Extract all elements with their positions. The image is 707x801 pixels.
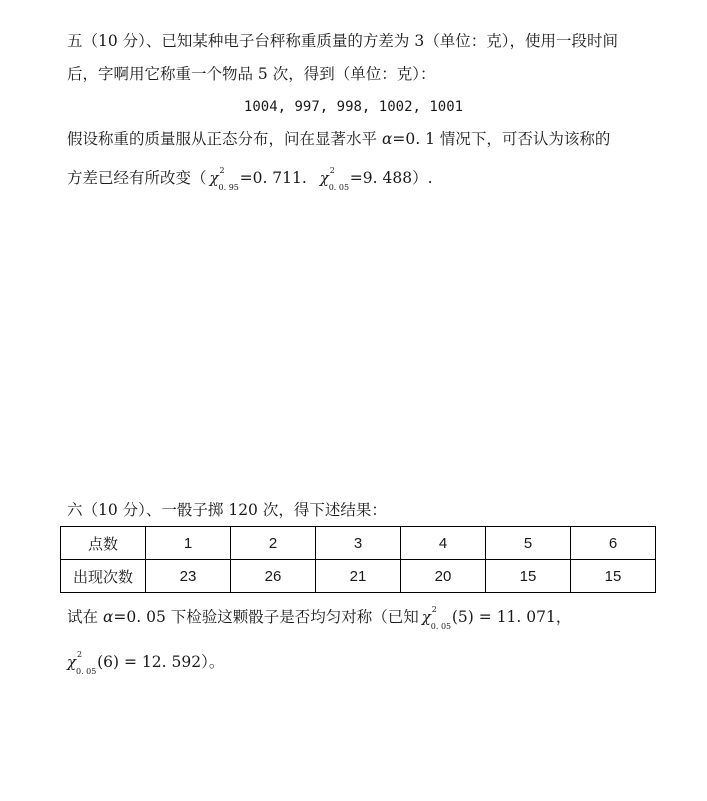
table-cell: 15 — [571, 560, 656, 593]
problem5-line1: 五（10 分）、已知某种电子台秤称重质量的方差为 3（单位：克），使用一段时间 — [67, 32, 618, 50]
problem5-line4 — [67, 166, 433, 192]
problem6-line1: 六（10 分）、一骰子掷 120 次，得下述结果： — [67, 501, 387, 519]
table-cell: 23 — [146, 560, 231, 593]
chi-square-005-value: =9. 488）. — [349, 169, 433, 187]
dice-results-table — [60, 526, 656, 593]
chi-square-df5-arg: (5) — [451, 608, 474, 626]
problem5-line3-post: =0. 1 情况下，可否认为该称的 — [392, 130, 611, 148]
chi-square-005-df5: χ 2 0. 05 — [421, 605, 452, 631]
table-row-label: 出现次数 — [61, 560, 146, 593]
table-cell: 21 — [316, 560, 401, 593]
problem5-line2: 后，字啊用它称重一个物品 5 次，得到（单位：克）： — [67, 65, 436, 83]
table-cell: 2 — [231, 527, 316, 560]
table-cell: 3 — [316, 527, 401, 560]
table-row-header — [61, 527, 656, 560]
alpha-symbol: α — [381, 130, 393, 148]
chi-square-005-df6: χ 2 0. 05 — [67, 650, 97, 676]
table-header-label: 点数 — [61, 527, 146, 560]
problem5-line3 — [67, 129, 610, 149]
alpha-symbol: α — [102, 608, 114, 626]
chi-square-df6-value: = 12. 592）。 — [124, 653, 225, 671]
table-row-counts — [61, 560, 656, 593]
table-cell: 26 — [231, 560, 316, 593]
problem5-data: 1004, 997, 998, 1002, 1001 — [243, 99, 464, 115]
chi-square-df6-arg: (6) — [97, 653, 120, 671]
table-cell: 20 — [401, 560, 486, 593]
table-cell: 6 — [571, 527, 656, 560]
chi-square-095: χ 2 0. 95 — [209, 166, 239, 192]
problem6-question-line1 — [67, 605, 572, 631]
problem5-line3-pre: 假设称重的质量服从正态分布，问在显著水平 — [67, 130, 378, 148]
chi-square-df5-value: = 11. 071， — [478, 608, 572, 626]
table-cell: 1 — [146, 527, 231, 560]
chi-square-005: χ 2 0. 05 — [319, 166, 350, 192]
problem6-q-pre: 试在 — [67, 608, 99, 626]
chi-square-095-value: =0. 711. — [239, 169, 307, 187]
problem6-question-line2 — [67, 650, 225, 676]
table-cell: 4 — [401, 527, 486, 560]
table-cell: 5 — [486, 527, 571, 560]
table-cell: 15 — [486, 560, 571, 593]
problem6-q-mid: =0. 05 下检验这颗骰子是否均匀对称（已知 — [113, 608, 419, 626]
problem5-line4-pre: 方差已经有所改变（ — [67, 169, 207, 187]
